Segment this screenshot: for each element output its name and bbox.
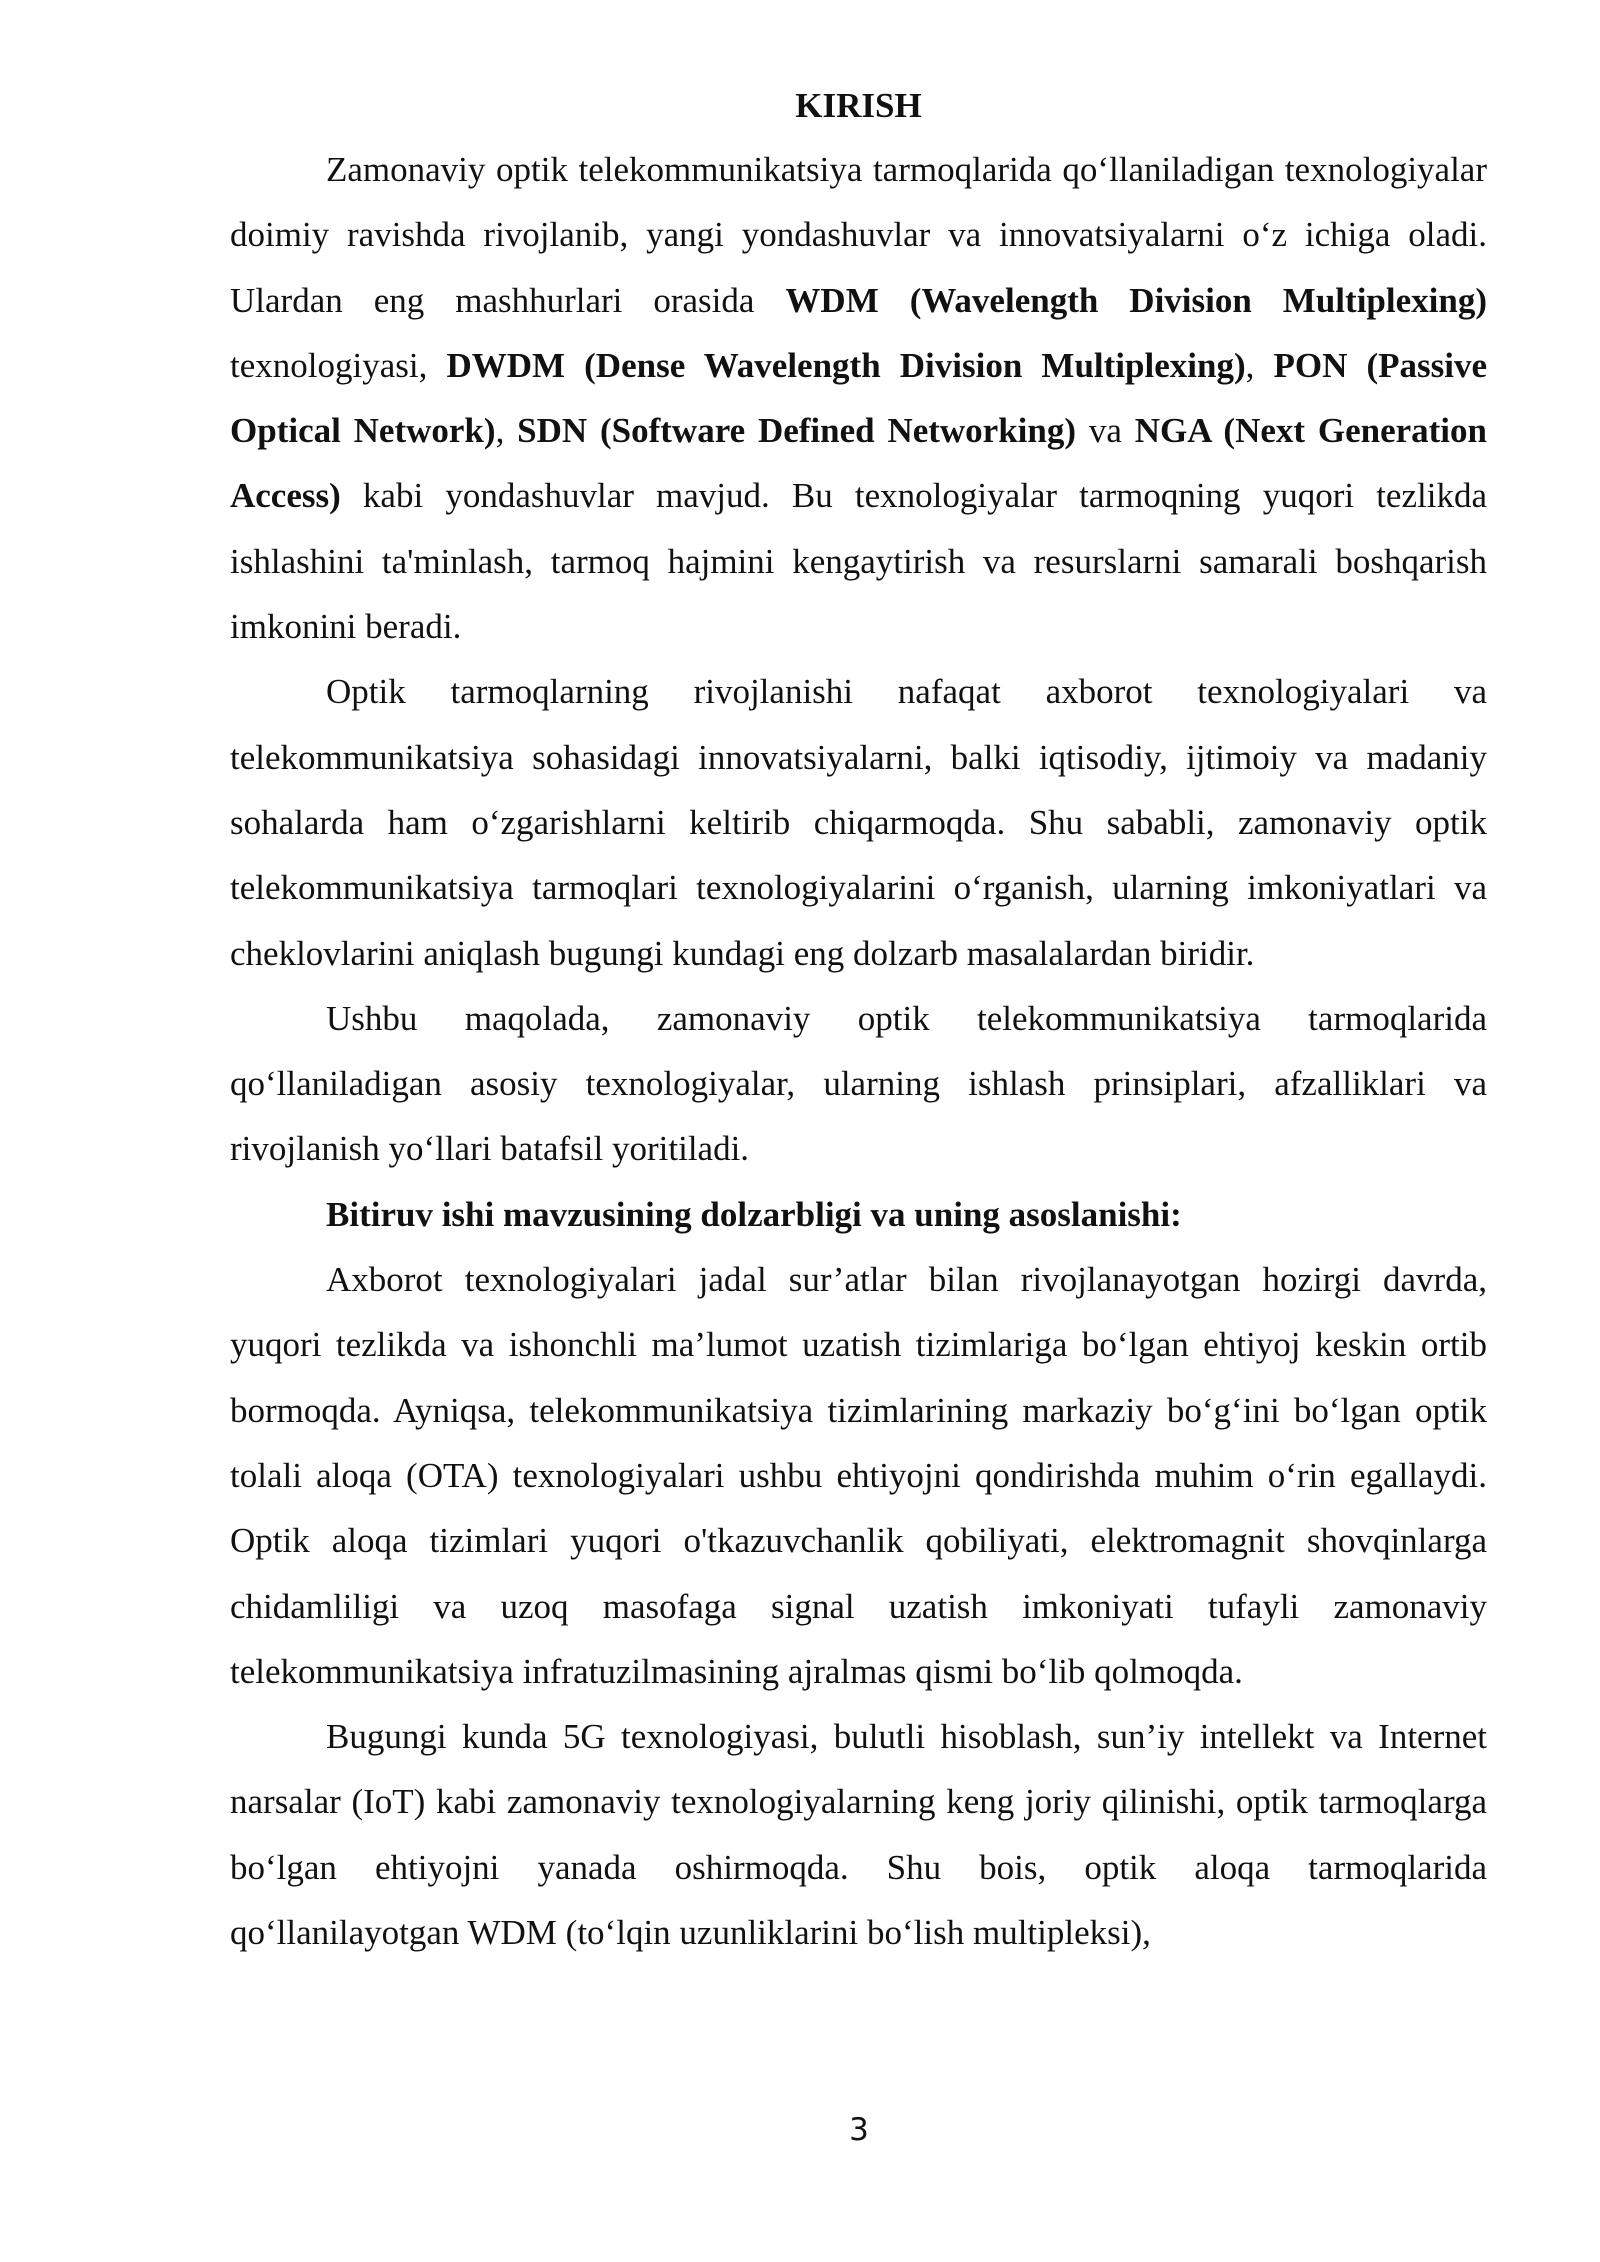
paragraph-text: va [1076,411,1135,451]
page-number: 3 [849,2112,869,2148]
term-pon: PON (Passive Optical Network) [230,345,1488,451]
section-heading: Bitiruv ishi mavzusining dolzarbligi va uning asoslanishi: [326,1194,1182,1234]
paragraph-article-scope: Ushbu maqolada, zamonaviy optik telekommunikatsiya tarmoqlarida qo‘llaniladigan asosiy texnologiyalar, ularning ishlash prinsiplari, afzalliklari va rivojlanish yo‘llari batafsil yoritiladi. [230,998,1487,1169]
paragraph-text: , [1245,345,1274,385]
paragraph-text: texnologiyasi, [230,345,447,385]
paragraph-intro [230,137,1487,659]
term-wdm: WDM (Wavelength Division Multiplexing) [785,280,1487,320]
paragraph-text: Zamonaviy optik telekommunikatsiya tarmoqlarida qo‘llaniladigan texnologiyalar doimiy ravishda rivojlanib, yangi yondashuvlar va innovatsiyalarni o‘z ichiga oladi. Ulardan eng mashhurlari orasida [230,150,1487,320]
paragraph-text: kabi yondashuvlar mavjud. Bu texnologiyalar tarmoqning yuqori tezlikda ishlashini ta'minlash, tarmoq hajmini kengaytirish va resurslarni samarali boshqarish imkonini beradi. [230,476,1487,647]
paragraph-modern-tech: Bugungi kunda 5G texnologiyasi, bulutli hisoblash, sun’iy intellekt va Internet narsalar (IoT) kabi zamonaviy texnologiyalarning keng joriy qilinishi, optik tarmoqlarga bo‘lgan ehtiyojni yanada oshirmoqda. Shu bois, optik aloqa tarmoqlarida qo‘llanilayotgan WDM (to‘lqin uzunliklarini bo‘lish multipleksi), [230,1717,1487,1953]
document-title: KIRISH [795,86,922,125]
term-sdn: SDN (Software Defined Networking) [517,411,1077,451]
paragraph-development: Optik tarmoqlarning rivojlanishi nafaqat axborot texnologiyalari va telekommunikatsiya sohasidagi innovatsiyalarni, balki iqtisodiy, ijtimoiy va madaniy sohalarda ham o‘zgarishlarni keltirib chiqarmoqda. Shu sababli, zamonaviy optik telekommunikatsiya tarmoqlari texnologiyalarini o‘rganish, ularning imkoniyatlari va cheklovlarini aniqlash bugungi kundagi eng dolzarb masalalardan biridir. [230,672,1487,973]
paragraph-text: , [495,411,518,451]
document-page [230,80,1487,1965]
paragraph-relevance: Axborot texnologiyalari jadal sur’atlar bilan rivojlanayotgan hozirgi davrda, yuqori tezlikda va ishonchli ma’lumot uzatish tizimlariga bo‘lgan ehtiyoj keskin ortib bormoqda. Ayniqsa, telekommunikatsiya tizimlarining markaziy bo‘g‘ini bo‘lgan optik tolali aloqa (OTA) texnologiyalari ushbu ehtiyojni qondirishda muhim o‘rin egallaydi. Optik aloqa tizimlari yuqori o'tkazuvchanlik qobiliyati, elektromagnit shovqinlarga chidamliligi va uzoq masofaga signal uzatish imkoniyati tufayli zamonaviy telekommunikatsiya infratuzilmasining ajralmas qismi bo‘lib qolmoqda. [230,1260,1487,1691]
term-nga: NGA (Next Generation Access) [230,411,1487,516]
term-dwdm: DWDM (Dense Wavelength Division Multiplexing) [446,345,1246,385]
